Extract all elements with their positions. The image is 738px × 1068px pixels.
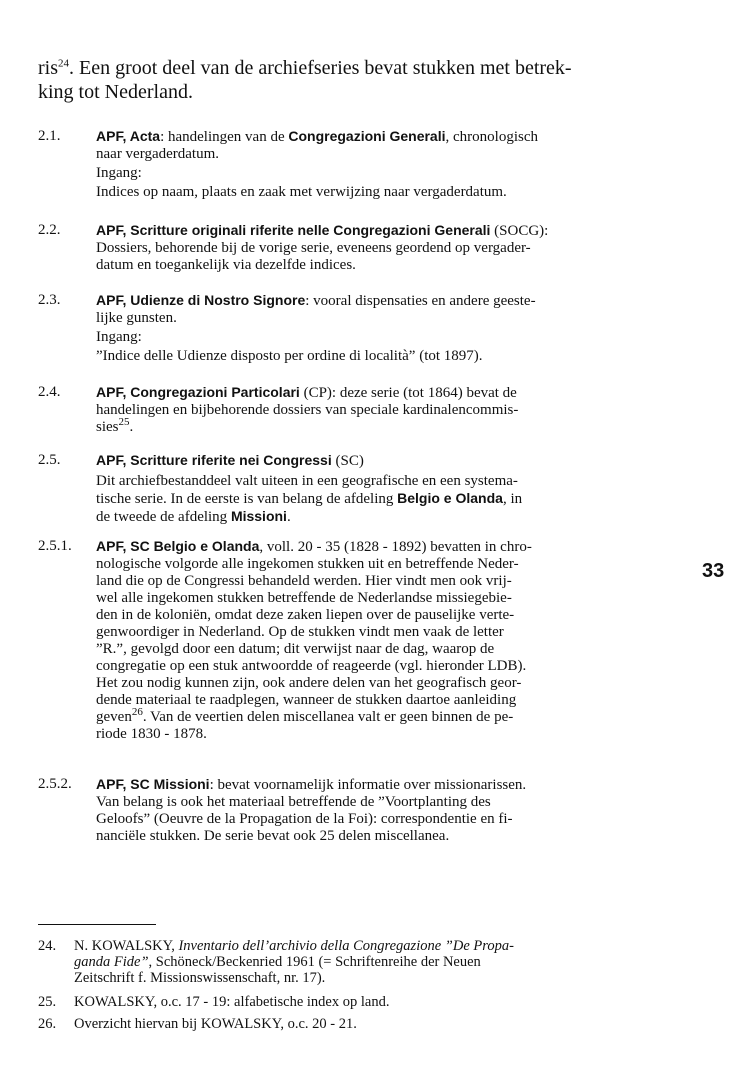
entry-body (96, 384, 686, 436)
entry-text: : bevat voornamelijk informatie over missionarissen. (209, 777, 527, 793)
entry-body (96, 128, 686, 201)
entry-text: Ingang: (96, 165, 142, 181)
series-label: APF, Udienze di Nostro Signore (96, 292, 306, 308)
intro-line-2: king tot Nederland. (38, 81, 193, 103)
entry-2-5 (38, 452, 658, 526)
entry-text: . Van de veertien delen miscellanea valt er geen binnen de pe- (142, 709, 514, 725)
footnote-25 (38, 994, 658, 1010)
entry-number: 2.2. (38, 222, 61, 238)
entry-number: 2.5. (38, 452, 61, 468)
footnote-title: Inventario dell’archivio della Congregazione ”De Propa- (178, 938, 514, 954)
entry-text: Van belang is ook het materiaal betreffende de ”Voortplanting des (96, 794, 491, 810)
footnote-text: Zeitschrift f. Missionswissenschaft, nr. 17). (74, 970, 326, 986)
entry-text: ”Indice delle Udienze disposto per ordine di località” (tot 1897). (96, 348, 483, 364)
entry-text: Geloofs” (Oeuvre de la Propagation de la Foi): correspondentie en fi- (96, 811, 513, 827)
footnote-number: 24. (38, 938, 57, 954)
entry-text: : handelingen van de (160, 129, 289, 145)
entry-text: wel alle ingekomen stukken betreffende de Nederlandse missiegebie- (96, 590, 512, 606)
series-label: APF, Acta (96, 128, 161, 144)
entry-body (96, 292, 686, 365)
entry-text: , chronologisch (445, 129, 538, 145)
footnote-title: ganda Fide” (74, 954, 149, 970)
series-label: APF, SC Belgio e Olanda (96, 538, 260, 554)
entry-number: 2.5.2. (38, 776, 72, 792)
intro-text: ris (38, 57, 58, 79)
entry-text: ”R.”, gevolgd door een datum; dit verwijst naar de dag, waarop de (96, 641, 495, 657)
intro-line-1 (38, 56, 648, 80)
entry-text: dende materiaal te raadplegen, wanneer de stukken daartoe aanleiding (96, 692, 517, 708)
entry-text: . (286, 509, 291, 525)
entry-text: (CP): deze serie (tot 1864) bevat de (299, 385, 517, 401)
intro-paragraph (38, 56, 648, 104)
footnote-24 (38, 938, 658, 986)
entry-text: tische serie. In de eerste is van belang de afdeling (96, 491, 398, 507)
entry-text: . (129, 419, 134, 435)
entry-text: (SOCG): (490, 223, 549, 239)
footnote-ref-24: 24 (58, 57, 69, 70)
page-number: 33 (702, 560, 725, 582)
series-label: Missioni (230, 508, 287, 524)
entry-text-line (96, 706, 686, 726)
entry-2-2 (38, 222, 658, 274)
series-label: APF, SC Missioni (96, 776, 210, 792)
footnote-number: 25. (38, 994, 57, 1010)
entry-number: 2.3. (38, 292, 61, 308)
entry-text: (SC) (331, 453, 364, 469)
entry-2-4 (38, 384, 658, 436)
footnote-text: Overzicht hiervan bij KOWALSKY, o.c. 20 - 21. (74, 1016, 357, 1032)
entry-text: , voll. 20 - 35 (1828 - 1892) bevatten in chro- (259, 539, 532, 555)
footnote-ref-26: 26 (131, 706, 143, 718)
entry-2-5-2 (38, 776, 658, 845)
entry-text: geven (96, 709, 132, 725)
entry-2-3 (38, 292, 658, 365)
footnote-text: , Schöneck/Beckenried 1961 (= Schriftenreihe der Neuen (148, 954, 481, 970)
entry-text: naar vergaderdatum. (96, 146, 219, 162)
series-label: Belgio e Olanda (397, 490, 503, 506)
footnote-26 (38, 1016, 658, 1032)
series-label: Congregazioni Generali (288, 128, 446, 144)
entry-text: congregatie op een stuk antwoordde of reageerde (vgl. hieronder LDB). (96, 658, 527, 674)
entry-text: Dossiers, behorende bij de vorige serie, eveneens geordend op vergader- (96, 240, 531, 256)
entry-body (96, 776, 686, 845)
series-label: APF, Congregazioni Particolari (96, 384, 300, 400)
entry-text: riode 1830 - 1878. (96, 726, 207, 742)
entry-text: Ingang: (96, 329, 142, 345)
entry-text-line (96, 508, 686, 526)
entry-text-line (96, 490, 686, 508)
entry-text: den in de koloniën, omdat deze zaken liepen over de pauselijke verte- (96, 607, 515, 623)
entry-text: lijke gunsten. (96, 310, 177, 326)
entry-text: datum en toegankelijk via dezelfde indices. (96, 257, 356, 273)
entry-body (96, 222, 686, 274)
footnote-text: KOWALSKY, o.c. 17 - 19: alfabetische index op land. (74, 994, 390, 1010)
entry-text: de tweede de afdeling (96, 509, 231, 525)
entry-2-1 (38, 128, 658, 201)
entry-text: Indices op naam, plaats en zaak met verwijzing naar vergaderdatum. (96, 184, 507, 200)
entry-text: , in (502, 491, 523, 507)
intro-text: . Een groot deel van de archiefseries bevat stukken met betrek- (69, 57, 572, 79)
entry-number: 2.1. (38, 128, 61, 144)
entry-text: Dit archiefbestanddeel valt uiteen in een geografische en een systema- (96, 473, 518, 489)
series-label: APF, Scritture riferite nei Congressi (96, 452, 332, 468)
footnote-ref-25: 25 (118, 416, 130, 428)
entry-text: : vooral dispensaties en andere geeste- (305, 293, 536, 309)
entry-text: genwoordiger in Nederland. Op de stukken vindt men vaak de letter (96, 624, 504, 640)
entry-number: 2.4. (38, 384, 61, 400)
footnote-number: 26. (38, 1016, 57, 1032)
entry-text-line (96, 416, 686, 436)
footnote-body (74, 938, 658, 986)
footnote-divider (38, 924, 156, 925)
footnote-text: N. KOWALSKY, (74, 938, 179, 954)
entry-number: 2.5.1. (38, 538, 72, 554)
entry-text: land die op de Congressi behandeld werden. Hier vindt men ook vrij- (96, 573, 512, 589)
entry-body (96, 538, 686, 743)
entry-text: sies (96, 419, 119, 435)
entry-body (96, 452, 686, 526)
entry-text: nanciële stukken. De serie bevat ook 25 delen miscellanea. (96, 828, 450, 844)
entry-text: handelingen en bijbehorende dossiers van speciale kardinalencommis- (96, 402, 519, 418)
entry-text: nologische volgorde alle ingekomen stukken uit en betreffende Neder- (96, 556, 519, 572)
series-label: APF, Scritture originali riferite nelle Congregazioni Generali (96, 222, 491, 238)
entry-2-5-1 (38, 538, 658, 743)
entry-text: Het zou nodig kunnen zijn, ook andere delen van het geografisch geor- (96, 675, 522, 691)
